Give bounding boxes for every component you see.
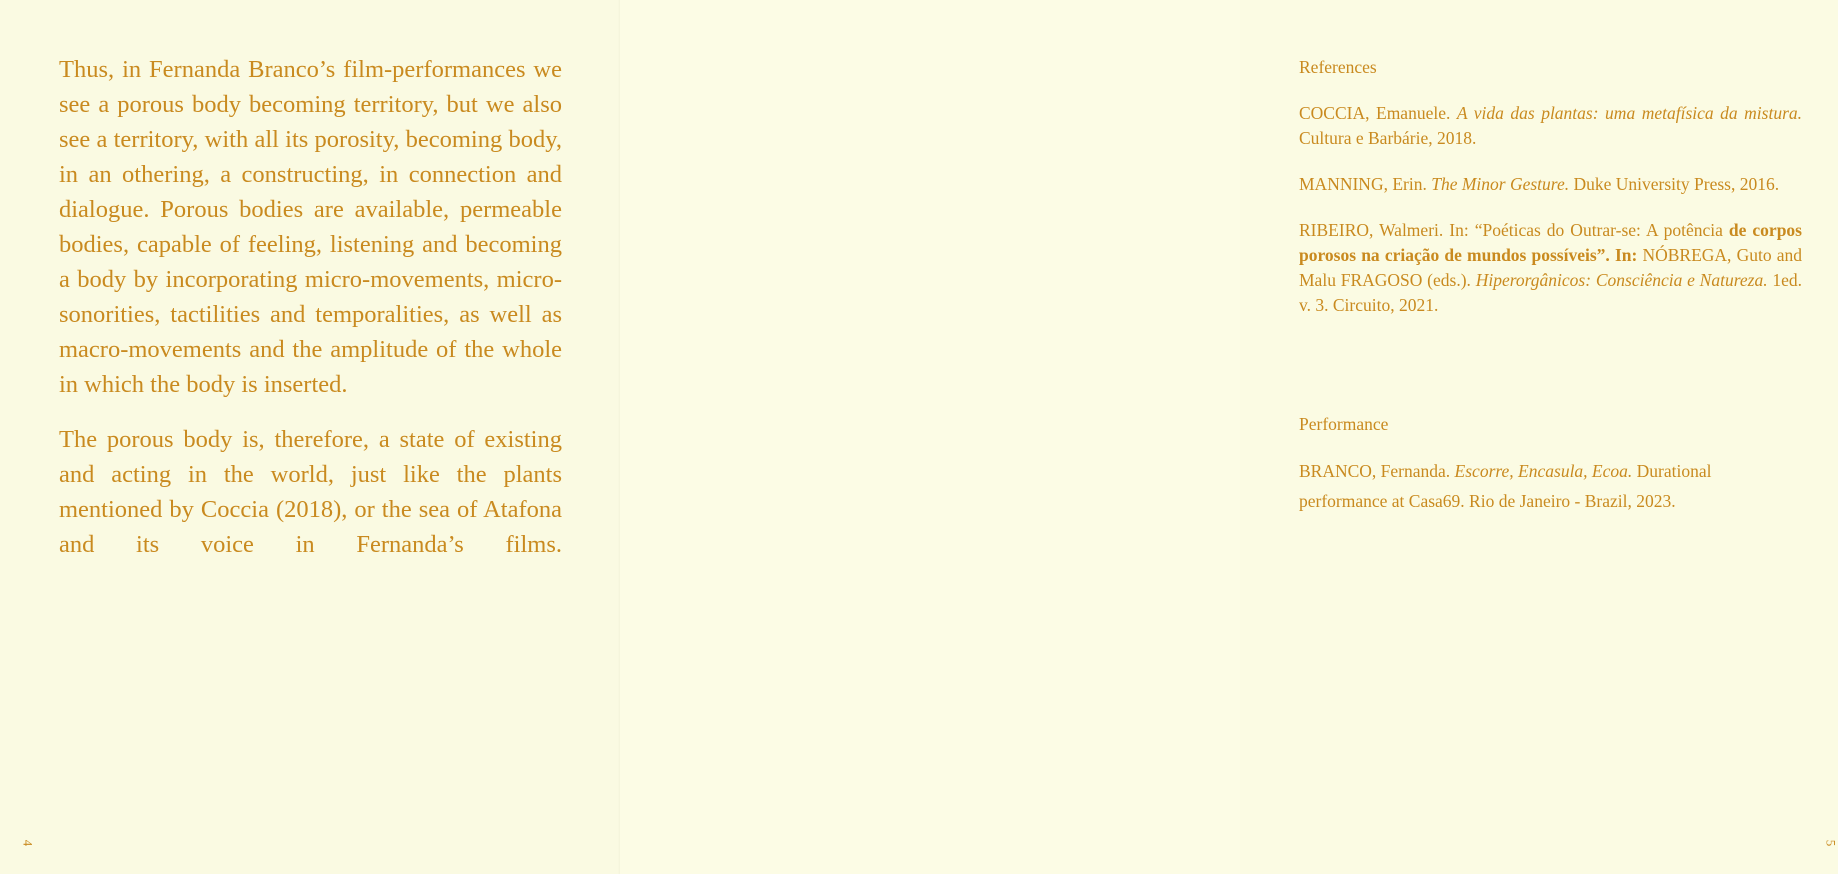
performance-heading: Performance bbox=[1299, 414, 1389, 434]
essay-paragraph: The porous body is, therefore, a state of existing and acting in the world, just like the plants mentioned by Coccia (2018), or the sea of Atafona and its voice in Fernanda’s films. bbox=[59, 426, 562, 558]
right-page bbox=[620, 0, 1838, 874]
reference-details: Duke University Press, 2016. bbox=[1569, 174, 1780, 194]
performance-section bbox=[1299, 414, 1802, 537]
reference-editors: NÓBREGA, Guto and Malu FRAGOSO (eds.). bbox=[1299, 245, 1802, 290]
page-number-right: 5 bbox=[1823, 839, 1838, 847]
performance-details: Durational performance at Casa69. Rio de Janeiro - Brazil, 2023. bbox=[1299, 461, 1712, 511]
reference-entry bbox=[1299, 218, 1802, 318]
performance-entry bbox=[1299, 456, 1802, 516]
reference-details: 1ed. v. 3. Circuito, 2021. bbox=[1299, 270, 1802, 315]
essay-paragraph: Thus, in Fernanda Branco’s film-performances we see a porous body becoming territory, but we also see a territory, with all its porosity, becoming body, in an othering, a constructing, in connection and dialogue. Porous bodies are available, permeable bodies, capable of feeling, listening and becoming a body by incorporating micro-movements, micro-sonorities, tactilities and temporalities, as well as macro-movements and the amplitude of the whole in which the body is inserted. bbox=[59, 56, 562, 398]
reference-author: RIBEIRO, Walmeri. In: “Poéticas do Outrar-se: A potência bbox=[1299, 220, 1729, 240]
performance-author: BRANCO, Fernanda. bbox=[1299, 461, 1455, 481]
references-section bbox=[1299, 55, 1802, 339]
essay-body bbox=[59, 52, 562, 582]
reference-title: The Minor Gesture. bbox=[1431, 174, 1570, 194]
performance-title: Escorre, Encasula, Ecoa. bbox=[1454, 461, 1633, 481]
reference-entry bbox=[1299, 172, 1802, 197]
references-heading: References bbox=[1299, 57, 1377, 77]
page-number-left: 4 bbox=[20, 839, 36, 847]
reference-details: Cultura e Barbárie, 2018. bbox=[1299, 128, 1477, 148]
reference-author: COCCIA, Emanuele. bbox=[1299, 103, 1457, 123]
left-page bbox=[0, 0, 620, 874]
reference-author: MANNING, Erin. bbox=[1299, 174, 1432, 194]
reference-title: Hiperorgânicos: Consciência e Natureza. bbox=[1475, 270, 1768, 290]
reference-bold-segment: de corpos porosos na criação de mundos possíveis”. In: bbox=[1299, 220, 1802, 265]
reference-title: A vida das plantas: uma metafísica da mistura. bbox=[1456, 103, 1802, 123]
reference-entry bbox=[1299, 101, 1802, 151]
